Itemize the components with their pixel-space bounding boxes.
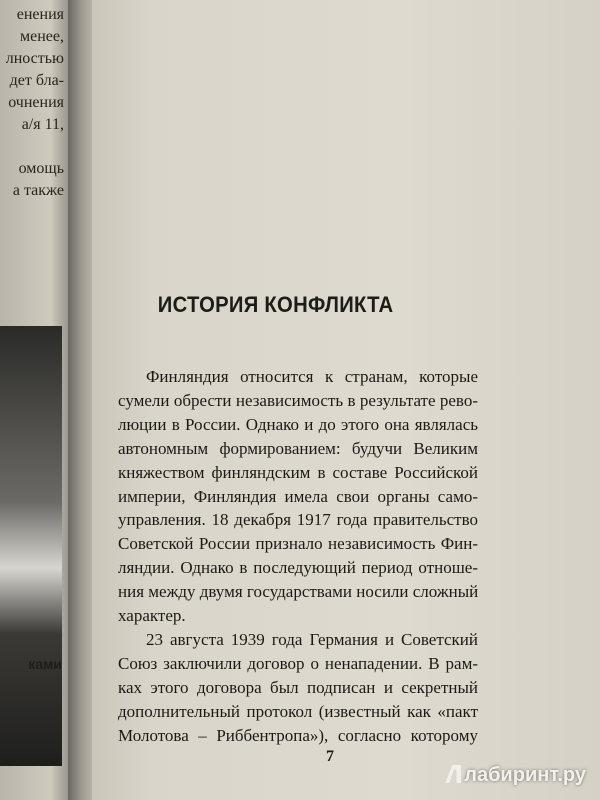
- left-page-line: енения: [16, 6, 64, 23]
- body-line: ния между двумя государствами носили сложный: [118, 582, 479, 602]
- body-line: дополнительный протокол (известный как «пакт: [118, 701, 478, 721]
- left-page-line: дет бла-: [9, 72, 64, 89]
- chapter-heading: ИСТОРИЯ КОНФЛИКТА: [157, 292, 394, 317]
- body-line: Советской России признало независимость Фин-: [118, 534, 478, 554]
- left-page-line: а/я 11,: [21, 116, 64, 133]
- left-page-photo: [0, 326, 62, 766]
- page-number: 7: [326, 748, 334, 765]
- show-through-text: [152, 50, 572, 226]
- labirint-watermark: [445, 764, 586, 787]
- body-line: ляндии. Однако в последующий период отноше-: [118, 558, 478, 578]
- left-page-text: [0, 4, 64, 202]
- body-line: характер.: [118, 606, 186, 626]
- body-line: 23 августа 1939 года Германия и Советский: [146, 629, 478, 649]
- left-page-line: очнения: [8, 94, 64, 111]
- body-line: сумели обрести независимость в результате рево-: [118, 390, 478, 410]
- body-line: ках этого договора был подписан и секретный: [118, 677, 478, 697]
- body-line: Молотова – Риббентропа»), согласно которому: [118, 725, 478, 745]
- left-page-line: а также: [12, 182, 64, 199]
- body-line: Союз заключили договор о ненападении. В рам-: [118, 653, 478, 673]
- left-page-line: омощь: [18, 160, 64, 177]
- watermark-text: лабиринт.ру: [464, 764, 586, 786]
- chapter-body: [118, 365, 478, 748]
- labirint-logo-icon: [445, 765, 461, 783]
- left-page-line: [0, 136, 64, 158]
- left-page-line: менее,: [20, 28, 64, 45]
- body-line: люции в России. Однако и до этого она являлась: [118, 414, 478, 434]
- body-line: Финляндия относится к странам, которые: [146, 367, 478, 386]
- body-line: империи, Финляндия имела свои органы само-: [118, 486, 478, 506]
- body-line: княжеством финляндским в составе Российской: [118, 462, 478, 482]
- body-line: управления. 18 декабря 1917 года правительство: [118, 510, 478, 530]
- left-page: [0, 0, 72, 800]
- left-page-caption: ками: [28, 656, 62, 672]
- body-line: автономным формированием: будучи Великим: [118, 438, 478, 458]
- left-page-line: лностью: [5, 50, 64, 67]
